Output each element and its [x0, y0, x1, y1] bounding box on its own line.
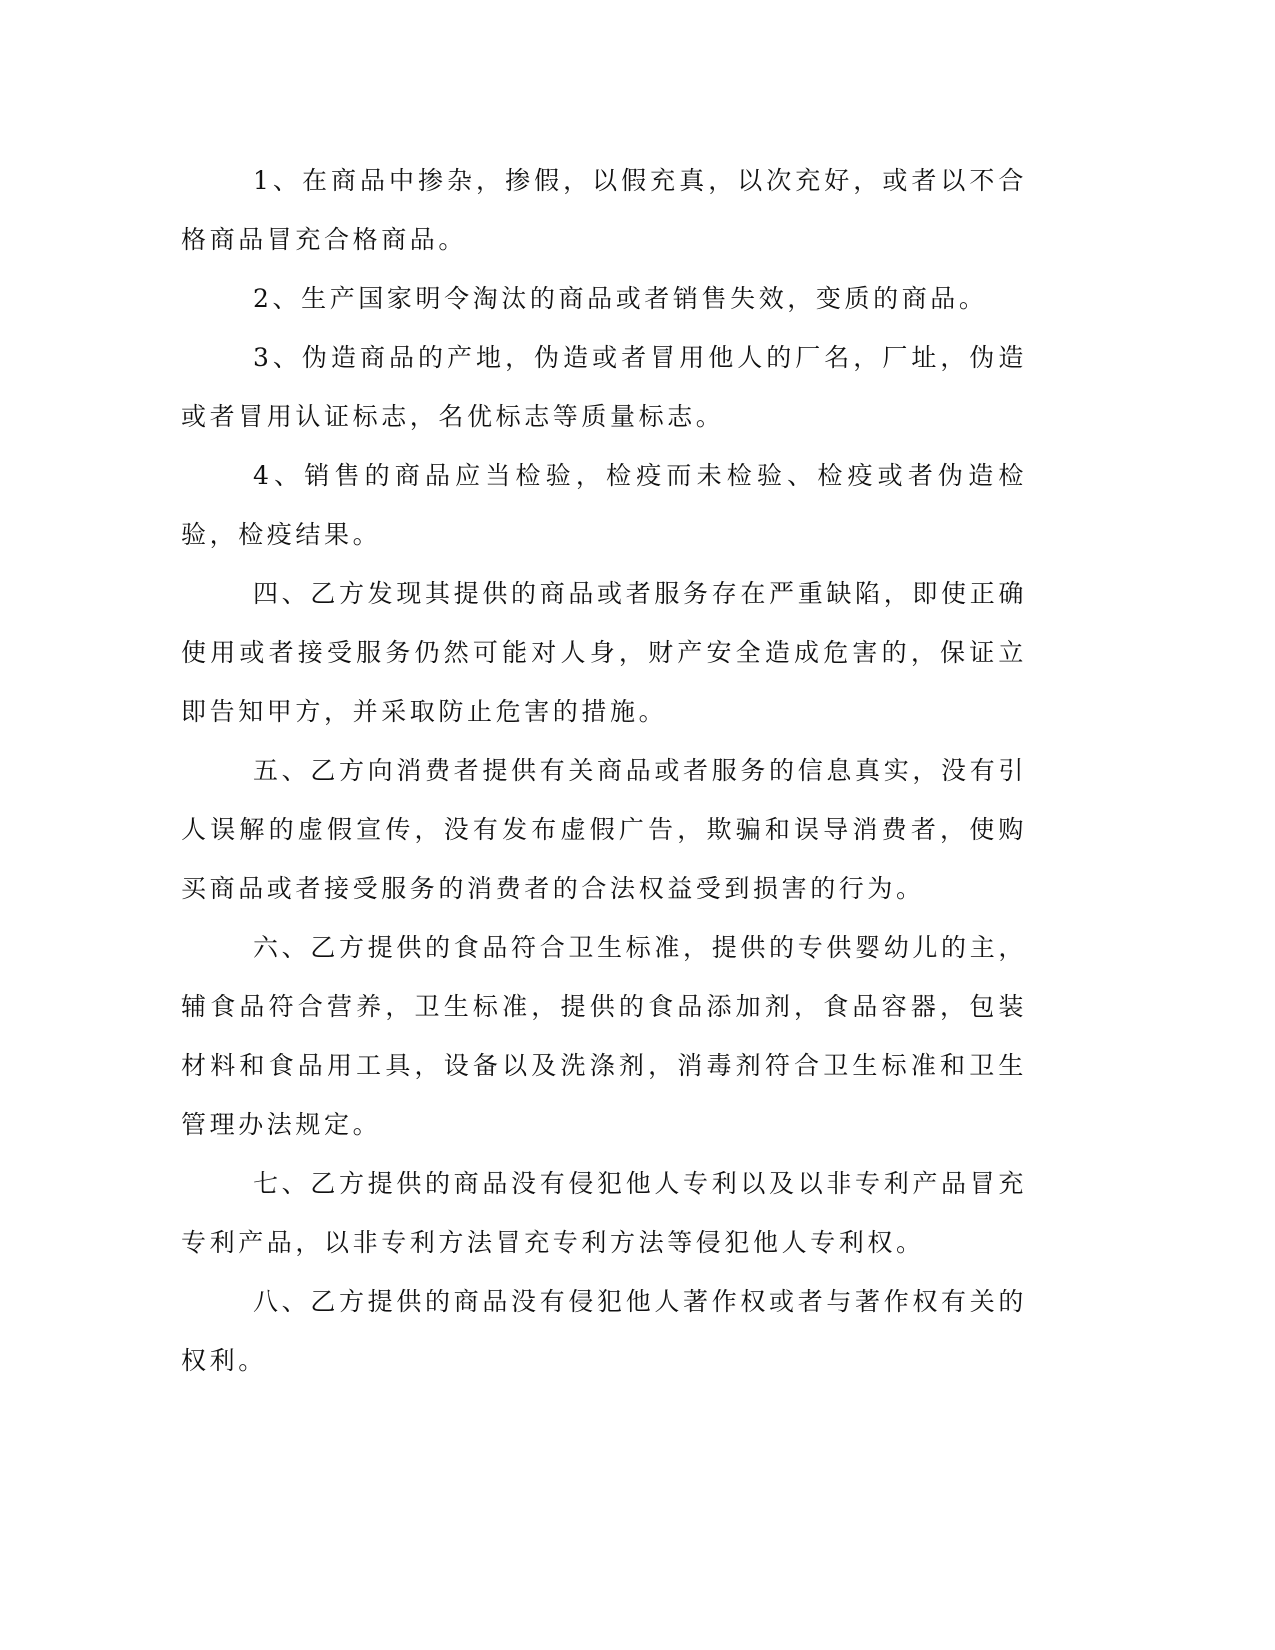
paragraph-item-2: 2、生产国家明令淘汰的商品或者销售失效，变质的商品。 [253, 284, 988, 313]
paragraph-item-1: 1、在商品中掺杂，掺假，以假充真，以次充好，或者以不合格商品冒充合格商品。 [181, 166, 1027, 254]
paragraph-clause-4: 四、乙方发现其提供的商品或者服务存在严重缺陷，即使正确使用或者接受服务仍然可能对人身，财产安全造成危害的，保证立即告知甲方，并采取防止危害的措施。 [181, 579, 1027, 726]
paragraph-clause-7: 七、乙方提供的商品没有侵犯他人专利以及以非专利产品冒充专利产品，以非专利方法冒充专利方法等侵犯他人专利权。 [181, 1169, 1027, 1257]
document-body [181, 151, 1027, 1390]
paragraph-clause-5: 五、乙方向消费者提供有关商品或者服务的信息真实，没有引人误解的虚假宣传，没有发布虚假广告，欺骗和误导消费者，使购买商品或者接受服务的消费者的合法权益受到损害的行为。 [181, 756, 1027, 903]
paragraph-clause-8: 八、乙方提供的商品没有侵犯他人著作权或者与著作权有关的权利。 [181, 1287, 1027, 1375]
paragraph-clause-6: 六、乙方提供的食品符合卫生标准，提供的专供婴幼儿的主，辅食品符合营养，卫生标准，提供的食品添加剂，食品容器，包装材料和食品用工具，设备以及洗涤剂，消毒剂符合卫生标准和卫生管理办法规定。 [181, 933, 1027, 1139]
paragraph-item-3: 3、伪造商品的产地，伪造或者冒用他人的厂名，厂址，伪造或者冒用认证标志，名优标志等质量标志。 [181, 343, 1027, 431]
paragraph-item-4: 4、销售的商品应当检验，检疫而未检验、检疫或者伪造检验，检疫结果。 [181, 461, 1027, 549]
